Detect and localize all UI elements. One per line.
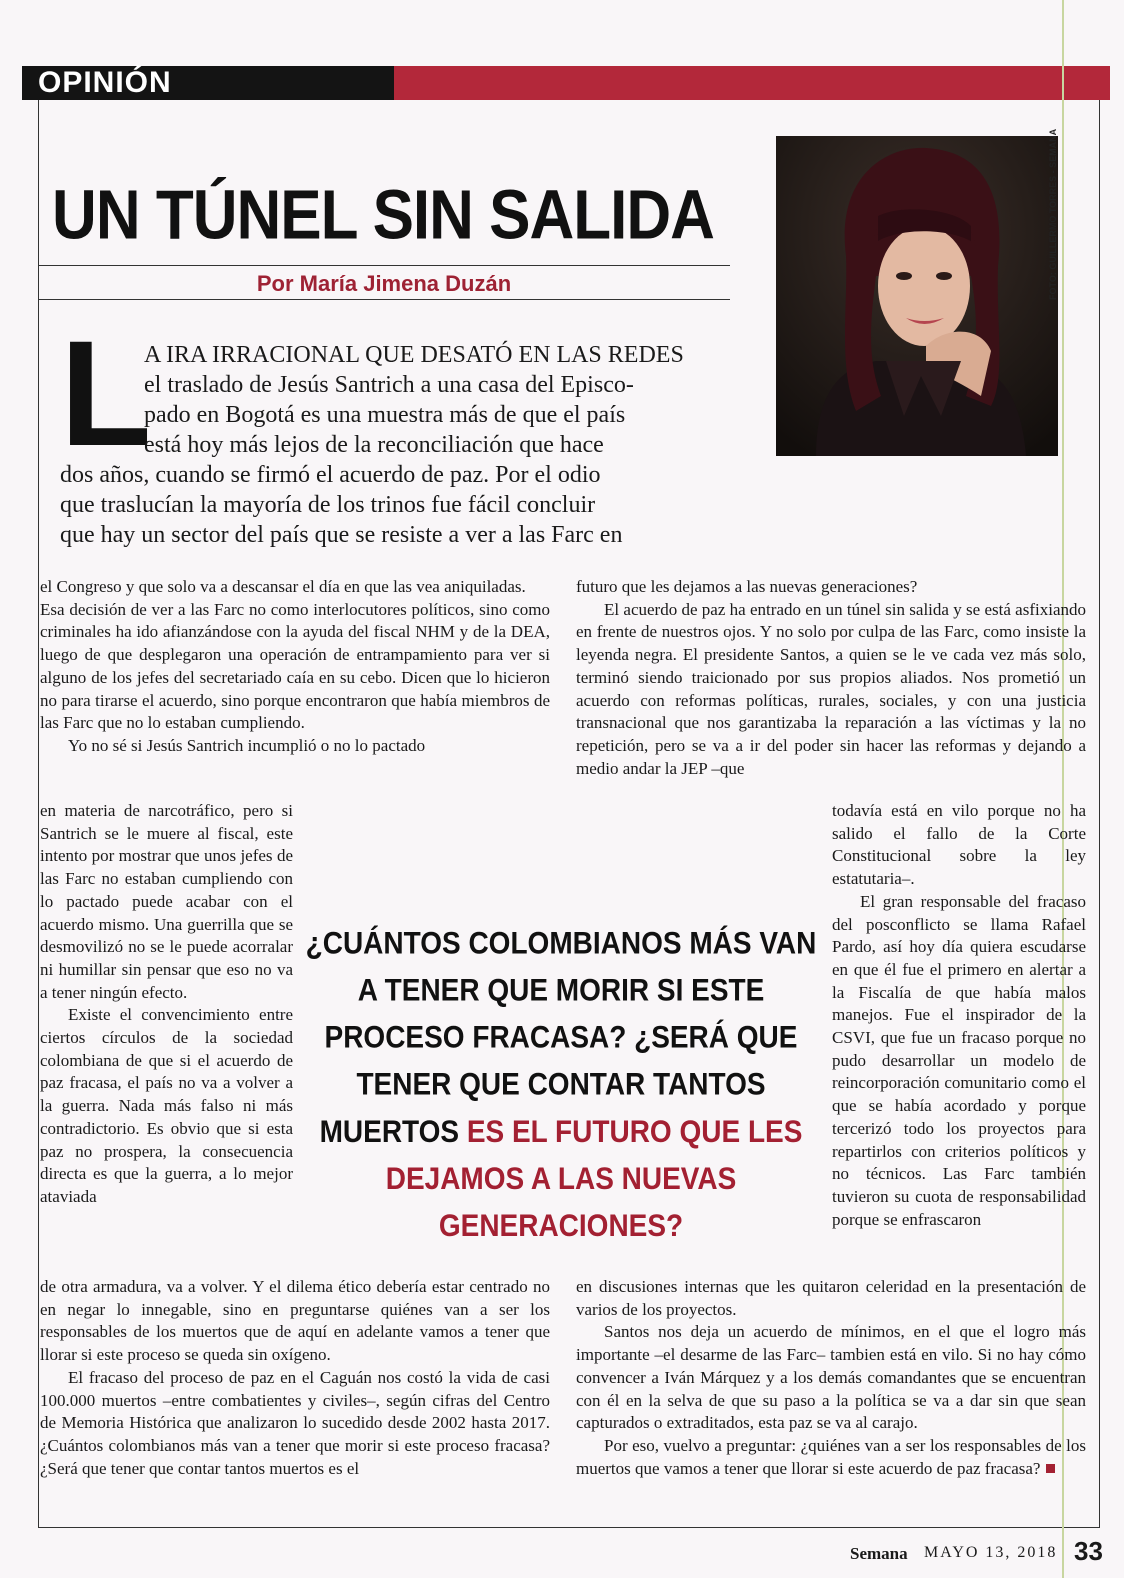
- pull-quote-text: ¿CUÁNTOS COLOMBIANOS MÁS VAN A TENER QUE MORIR SI ESTE PROCESO FRACASA? ¿SERÁ QUE TENER QUE CONTAR TANTOS MUERTOS: [305, 925, 817, 1149]
- lead-paragraph-continued: [60, 460, 622, 550]
- paragraph: El gran responsable del fracaso del posconflicto se llama Rafael Pardo, así hoy día quiera escudarse en que él fue el primero en alertar a la Fiscalía de que había malos manejos. Fue el inspirador de la CSVI, que fue un fracaso porque no pudo desarrollar un modelo de reincorporación comunitario como el que se había acordado y porque tercerizó todo los proyectos para repartirlos con criterios políticos y no técnicos. Las Farc también tuvieron su cuota de responsabilidad porque se enfrascaron: [832, 891, 1086, 1229]
- end-of-article-mark: [1046, 1464, 1055, 1473]
- closing-text: Por eso, vuelvo a preguntar: ¿quiénes van a ser los responsables de los muertos que vamos a tener que llorar si este acuerdo de paz fracasa?: [576, 1435, 1086, 1478]
- photo-credit: FOTO: GUILLERMO TORRES - SEMANA: [1048, 128, 1058, 300]
- pull-quote-highlight: ES EL FUTURO QUE LES DEJAMOS A LAS NUEVAS GENERACIONES?: [385, 1113, 803, 1243]
- lead-paragraph: [144, 340, 684, 460]
- lead-line: que hay un sector del país que se resiste a ver a las Farc en: [60, 522, 623, 548]
- page-footer: [850, 1536, 1120, 1572]
- section-bar-red: [394, 66, 1110, 100]
- column-2-bottom: [576, 1276, 1086, 1480]
- paragraph: todavía está en vilo porque no ha salido el fallo de la Corte Constitucional sobre la ley estatutaria–.: [832, 801, 1086, 889]
- paragraph: El fracaso del proceso de paz en el Caguán nos costó la vida de casi 100.000 muertos –entre combatientes y civiles–, según cifras del Centro de Memoria Histórica que analizaron lo sucedido desde 2002 hasta 2017. ¿Cuántos colombianos más van a tener que morir si este proceso fracasa? ¿Será que tener que contar tantos muertos es el: [40, 1367, 550, 1478]
- byline-rule-top: [38, 265, 730, 266]
- column-2-narrow: [832, 800, 1086, 1231]
- column-1-top: [40, 576, 550, 758]
- paragraph: El acuerdo de paz ha entrado en un túnel sin salida y se está asfixiando en frente de nuestros ojos. Y no solo por culpa de las Farc, como insiste la leyenda negra. El presidente Santos, a quien se le ve cada vez más solo, terminó siendo traicionado por sus propios aliados. Nos prometió un acuerdo con reformas políticas, rurales, sociales, y con una justicia transnacional que nos garantizaba la reparación a las víctimas y la no repetición, pero se va a ir del poder sin hacer las reformas y dejando a medio andar la JEP –que: [576, 599, 1086, 778]
- paragraph: de otra armadura, va a volver. Y el dilema ético debería estar centrado no en negar lo innegable, sino en preguntarse quiénes van a ser los responsables de los muertos que de aquí en adelante vamos a tener que llorar si este proceso se queda sin oxígeno.: [40, 1277, 550, 1365]
- byline-rule-bottom: [38, 299, 730, 300]
- paragraph: en discusiones internas que les quitaron celeridad en la presentación de varios de los proyectos.: [576, 1277, 1086, 1319]
- column-2-top: [576, 576, 1086, 780]
- author-portrait-image: [776, 136, 1058, 456]
- article-headline: UN TÚNEL SIN SALIDA: [52, 177, 714, 255]
- page-number: 33: [1074, 1536, 1103, 1566]
- lead-line: pado en Bogotá es una muestra más de que el país: [144, 402, 626, 428]
- column-1-bottom: [40, 1276, 550, 1480]
- paragraph: Santos nos deja un acuerdo de mínimos, en el que el logro más importante –el desarme de las Farc– tambien está en vilo. Si no hay cómo convencer a Iván Márquez y a los demás comandantes que se encuentran con él en la selva de que su paso a la política se va a dar sin que sean capturados o extraditados, esta paz se va al carajo.: [576, 1322, 1086, 1433]
- lead-line: el traslado de Jesús Santrich a una casa del Episco-: [144, 372, 634, 398]
- closing-paragraph: [576, 1435, 1086, 1480]
- lead-line: dos años, cuando se firmó el acuerdo de paz. Por el odio: [60, 462, 601, 488]
- paragraph: futuro que les dejamos a las nuevas generaciones?: [576, 577, 918, 596]
- lead-line: A IRA IRRACIONAL QUE DESATÓ EN LAS REDES: [144, 342, 684, 368]
- article-byline: Por María Jimena Duzán: [256, 271, 512, 296]
- issue-date: MAYO 13, 2018: [924, 1544, 1058, 1561]
- paragraph: Existe el convencimiento entre ciertos círculos de la sociedad colombiana de que si el acuerdo de paz fracasa, el país no va a volver a la guerra. Nada más falso ni más contradictorio. Es obvio que si esta paz no prospera, la consecuencia directa es que la guerra, a lo mejor ataviada: [40, 1005, 293, 1206]
- pull-quote: [305, 920, 817, 1249]
- lead-line: que traslucían la mayoría de los trinos fue fácil concluir: [60, 492, 596, 518]
- lead-line: está hoy más lejos de la reconciliación que hace: [144, 432, 604, 458]
- drop-cap: L: [60, 309, 152, 477]
- paragraph: Yo no sé si Jesús Santrich incumplió o no lo pactado: [68, 735, 426, 755]
- paragraph: en materia de narcotráfico, pero si Santrich se le muere al fiscal, este intento por mostrar que unos jefes de las Farc no estaban cumpliendo con lo pactado puede acabar con el acuerdo mismo. Una guerrilla que se desmovilizó no se le puede acorralar ni humillar sin pensar que eso no va a tener ningún efecto.: [40, 801, 293, 1002]
- paragraph: Esa decisión de ver a las Farc no como interlocutores políticos, sino como criminales ha ido afianzándose con la ayuda del fiscal NHM y de la DEA, luego de que desplegaron una operación de entrampamiento para ver si alguno de los jefes del secretariado caía en su cebo. Dicen que lo hicieron no para tirarse el acuerdo, sino porque encontraron que había miembros de las Farc que no lo estaban cumpliendo.: [40, 599, 550, 733]
- author-photo: [776, 136, 1058, 456]
- column-1-narrow: [40, 800, 293, 1209]
- section-header-bar: [22, 66, 1110, 100]
- paragraph: el Congreso y que solo va a descansar el día en que las vea aniquiladas.: [40, 577, 526, 596]
- section-label: OPINIÓN: [38, 66, 172, 99]
- magazine-name: Semana: [850, 1544, 908, 1563]
